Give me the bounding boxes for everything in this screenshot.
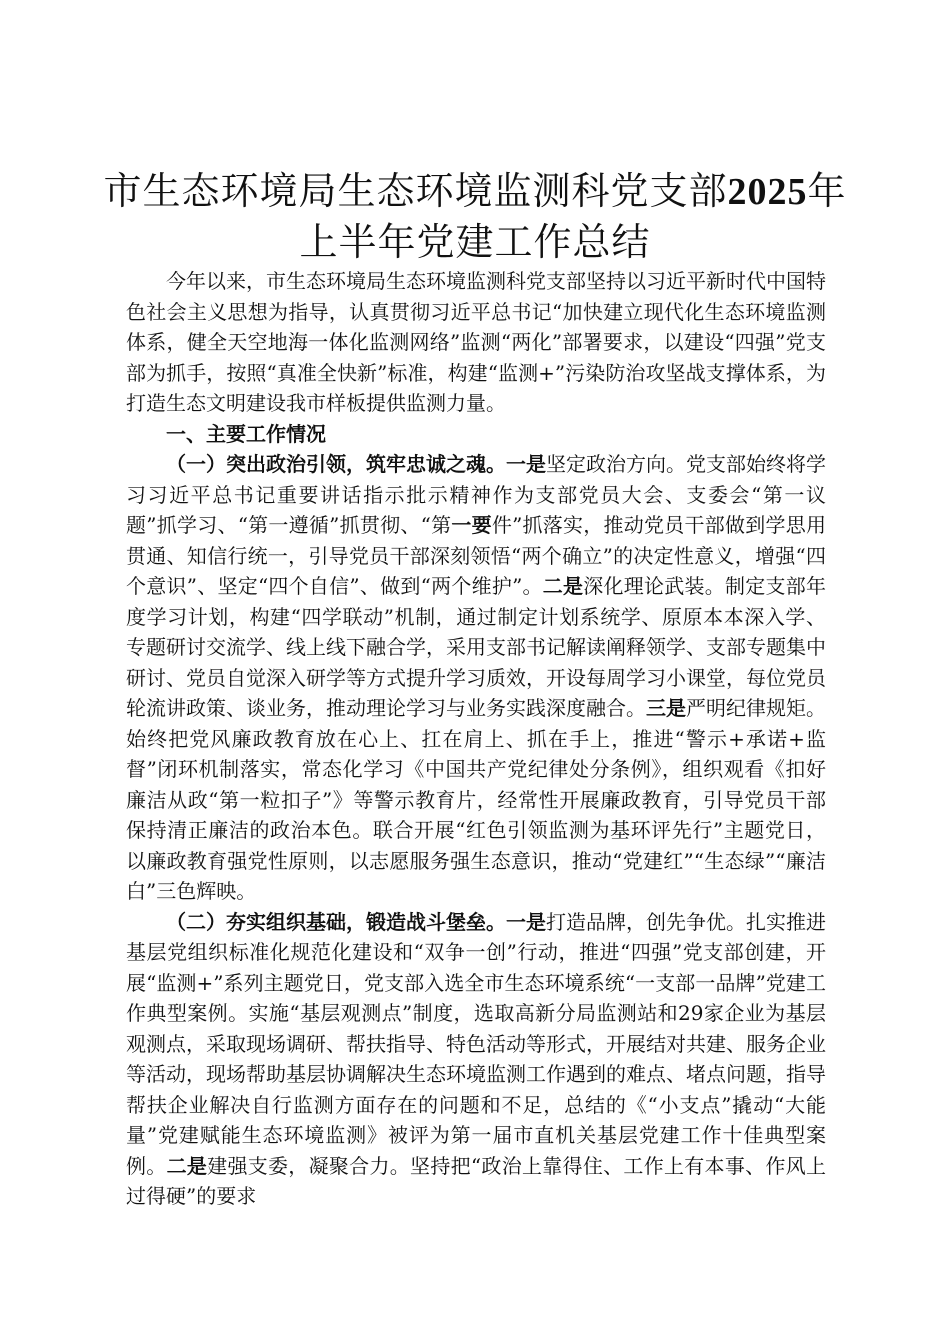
title-line2: 上半年党建工作总结 bbox=[299, 220, 651, 264]
paragraph-political-guidance bbox=[126, 449, 826, 907]
document-title bbox=[100, 166, 850, 267]
title-year: 2025 bbox=[727, 171, 808, 213]
point-marker: 三是 bbox=[646, 696, 686, 720]
point-text: 件”抓落实，推动党员干部做到学思用贯通、知信行统一，引导党员干部深刻领悟“两个确立”的决定性意义，增强“四个意识”、坚定“四个自信”、做到“两个维护”。 bbox=[126, 513, 826, 598]
point-text: 打造品牌，创先争优。扎实推进基层党组织标准化规范化建设和“双争一创”行动，推进“四强”党支部创建，开展“监测+”系列主题党日，党支部入选全市生态环境系统“一支部一品牌”党建工作典型案例。实施“基层观测点”制度，选取高新分局监测站和29家企业为基层观测点，采取现场调研、帮扶指导、特色活动等形式，开展结对共建、服务企业等活动，现场帮助基层协调解决生态环境监测工作遇到的难点、堵点问题，指导帮扶企业解决自行监测方面存在的问题和不足，总结的《“小支点”撬动“大能量”党建赋能生态环境监测》被评为第一届市直机关基层党建工作十佳典型案例。 bbox=[126, 909, 826, 1178]
paragraph-organization-foundation bbox=[126, 907, 826, 1212]
subsection-heading: （二）夯实组织基础，锻造战斗堡垒。 bbox=[166, 909, 506, 934]
inline-bold-text: 一要 bbox=[451, 513, 492, 537]
point-text: 严明纪律规矩。始终把党风廉政教育放在心上、扛在肩上、抓在手上，推进“警示+承诺+监督”闭环机制落实，常态化学习《中国共产党纪律处分条例》，组织观看《扣好廉洁从政“第一粒扣子”》等警示教育片，经常性开展廉政教育，引导党员干部保持清正廉洁的政治本色。联合开展“红色引领监测为基环评先行”主题党日，以廉政教育强党性原则，以志愿服务强生态意识，推动“党建红”“生态绿”“廉洁白”三色辉映。 bbox=[126, 696, 826, 903]
section-heading: 一、主要工作情况 bbox=[166, 421, 326, 446]
point-marker: 二是 bbox=[166, 1153, 208, 1178]
subsection-heading: （一）突出政治引领，筑牢忠诚之魂。 bbox=[166, 452, 506, 476]
document-body bbox=[126, 266, 826, 1212]
point-marker: 二是 bbox=[542, 574, 584, 598]
title-line1-suffix: 年 bbox=[807, 169, 847, 213]
point-text: 建强支委，凝聚合力。坚持把“政治上靠得住、工作上有本事、作风上过得硬”的要求 bbox=[126, 1153, 826, 1208]
title-line1-prefix: 市生态环境局生态环境监测科党支部 bbox=[103, 169, 728, 213]
point-text: 深化理论武装。制定支部年度学习计划，构建“四学联动”机制，通过制定计划系统学、原原本本深入学、专题研讨交流学、线上线下融合学，采用支部书记解读阐释领学、支部专题集中研讨、党员自觉深入研学等方式提升学习质效，开设每周学习小课堂，每位党员轮流讲政策、谈业务，推动理论学习与业务实践深度融合。 bbox=[126, 574, 827, 720]
point-text: 坚定政治方向。党支部始终将学习习近平总书记重要讲话指示批示精神作为支部党员大会、支委会“第一议题”抓学习、“第一遵循”抓贯彻、“第 bbox=[126, 452, 826, 537]
point-marker: 一是 bbox=[506, 909, 546, 934]
intro-paragraph: 今年以来，市生态环境局生态环境监测科党支部坚持以习近平新时代中国特色社会主义思想为指导，认真贯彻习近平总书记“加快建立现代化生态环境监测体系，健全天空地海一体化监测网络”监测“两化”部署要求，以建设“四强”党支部为抓手，按照“真准全快新”标准，构建“监测+”污染防治攻坚战支撑体系，为打造生态文明建设我市样板提供监测力量。 bbox=[126, 269, 826, 415]
point-marker: 一是 bbox=[506, 452, 546, 476]
